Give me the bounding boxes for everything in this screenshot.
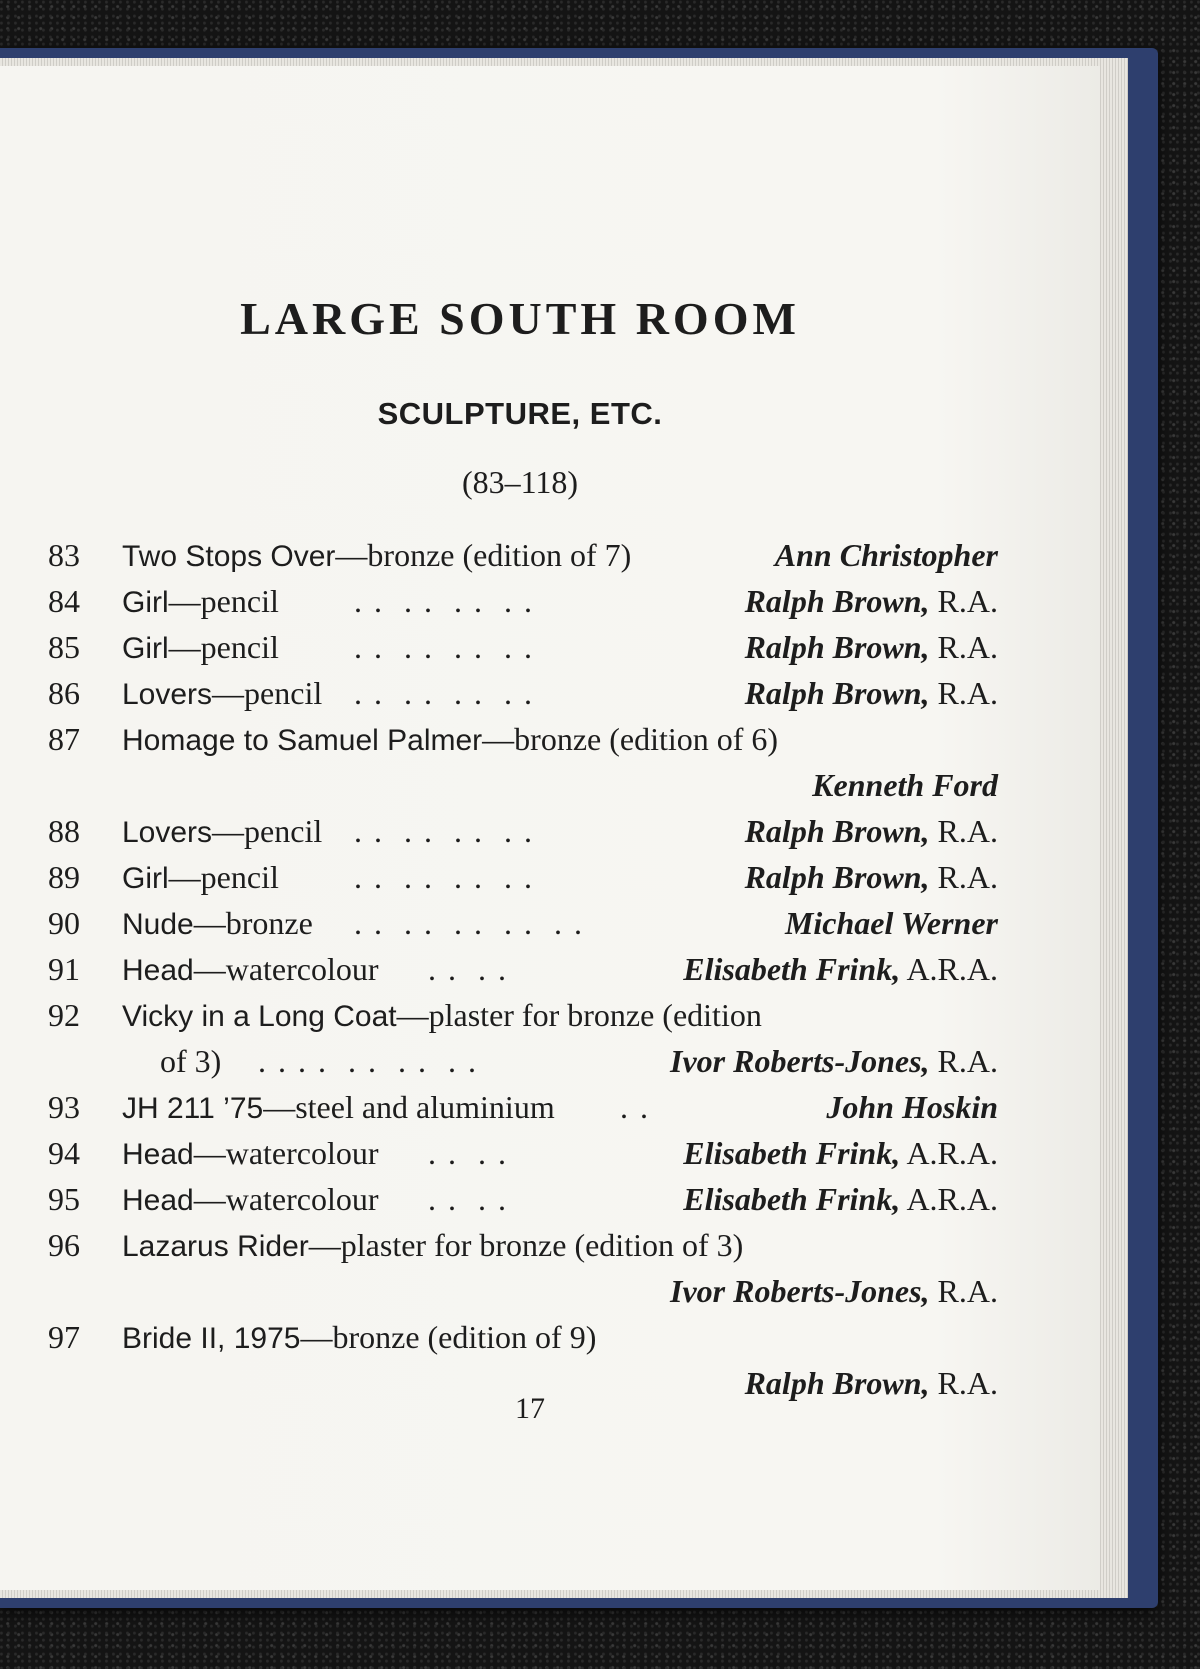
entry-artist: Ivor Roberts-Jones, <box>669 1043 930 1079</box>
entry-artist-suffix: R.A. <box>937 583 998 619</box>
entry-artist: Elisabeth Frink, <box>683 1135 901 1171</box>
entry-artist-suffix: A.R.A. <box>906 951 998 987</box>
entry-number: 86 <box>48 675 80 711</box>
entry-artist: Elisabeth Frink, <box>683 1181 901 1217</box>
entry-88 <box>48 808 998 854</box>
entry-artist: Ralph Brown, <box>744 859 930 895</box>
entry-86 <box>48 670 998 716</box>
entry-85 <box>48 624 998 670</box>
dot-leader: . . . . . . . . <box>354 859 534 895</box>
entry-number: 91 <box>48 951 80 987</box>
dot-leader: . . . . . . . . <box>354 583 534 619</box>
entry-artist: Michael Werner <box>784 905 998 941</box>
entry-number: 95 <box>48 1181 80 1217</box>
entry-medium: —watercolour <box>193 951 379 987</box>
entry-medium: —watercolour <box>193 1135 379 1171</box>
entry-artist: Elisabeth Frink, <box>683 951 901 987</box>
entry-title: Lazarus Rider <box>122 1230 309 1263</box>
entry-medium: —plaster for bronze (edition of 3) <box>308 1227 744 1263</box>
entry-artist: Ralph Brown, <box>744 675 930 711</box>
entry-medium: —watercolour <box>193 1181 379 1217</box>
entry-medium: —bronze (edition of 6) <box>482 721 779 757</box>
entry-84 <box>48 578 998 624</box>
entry-artist-suffix: R.A. <box>937 859 998 895</box>
entry-number: 92 <box>48 997 80 1033</box>
entry-artist: Ivor Roberts-Jones, <box>669 1273 930 1309</box>
entry-title: Girl <box>122 586 169 619</box>
entry-number: 97 <box>48 1319 80 1355</box>
entry-number: 85 <box>48 629 80 665</box>
entry-number: 96 <box>48 1227 80 1263</box>
dot-leader: . . . . . . . . <box>354 675 534 711</box>
entry-93 <box>48 1084 998 1130</box>
entry-medium: —pencil <box>212 675 323 711</box>
entry-artist: John Hoskin <box>826 1089 998 1125</box>
entry-number: 90 <box>48 905 80 941</box>
entry-title: JH 211 ’75 <box>122 1092 264 1125</box>
entry-medium-continued: of 3) <box>160 1043 222 1079</box>
dot-leader: . . . . . . . . <box>354 629 534 665</box>
entry-83 <box>48 532 998 578</box>
entry-artist: Ralph Brown, <box>744 1365 930 1401</box>
entry-number: 89 <box>48 859 80 895</box>
dot-leader: . . . . <box>428 1181 508 1217</box>
entry-number: 93 <box>48 1089 80 1125</box>
entry-91 <box>48 946 998 992</box>
entry-89 <box>48 854 998 900</box>
entry-artist-suffix: R.A. <box>937 629 998 665</box>
entry-list <box>48 532 998 1406</box>
entry-title: Girl <box>122 862 169 895</box>
entry-95 <box>48 1176 998 1222</box>
entry-number: 84 <box>48 583 80 619</box>
entry-title: Homage to Samuel Palmer <box>122 724 483 757</box>
entry-title: Vicky in a Long Coat <box>122 1000 397 1033</box>
entry-medium: —pencil <box>168 859 279 895</box>
entry-title: Nude <box>122 908 194 941</box>
entry-title: Girl <box>122 632 169 665</box>
entry-medium: —steel and aluminium <box>263 1089 555 1125</box>
entry-number: 94 <box>48 1135 80 1171</box>
dot-leader: . . . . <box>428 1135 508 1171</box>
entry-artist-suffix: R.A. <box>937 1043 998 1079</box>
entry-medium: —bronze (edition of 7) <box>335 537 632 573</box>
entry-title: Lovers <box>122 678 213 711</box>
entry-title: Bride II, 1975 <box>122 1322 301 1355</box>
dot-leader: . . . . <box>428 951 508 987</box>
entry-title: Two Stops Over <box>122 540 336 573</box>
entry-94 <box>48 1130 998 1176</box>
entry-artist-suffix: R.A. <box>937 675 998 711</box>
entry-artist-suffix: A.R.A. <box>906 1181 998 1217</box>
entry-artist: Ralph Brown, <box>744 813 930 849</box>
entry-artist: Ann Christopher <box>774 537 998 573</box>
entry-96 <box>48 1222 998 1314</box>
section-subtitle: SCULPTURE, ETC. <box>377 396 663 431</box>
entry-artist-suffix: R.A. <box>937 813 998 849</box>
entry-artist-suffix: R.A. <box>937 1273 998 1309</box>
entry-92 <box>48 992 998 1084</box>
entry-number: 87 <box>48 721 80 757</box>
entry-title: Head <box>122 1138 194 1171</box>
entry-artist-suffix: A.R.A. <box>906 1135 998 1171</box>
entry-number: 83 <box>48 537 80 573</box>
catalogue-page <box>0 66 1100 1590</box>
dot-leader: . . <box>620 1089 650 1125</box>
entry-90 <box>48 900 998 946</box>
dot-leader: . . . . . . . . . . <box>354 905 584 941</box>
entry-medium: —pencil <box>168 629 279 665</box>
entry-artist: Ralph Brown, <box>744 629 930 665</box>
dot-leader: . . . . . . . . . . <box>258 1043 478 1079</box>
entry-medium: —bronze (edition of 9) <box>300 1319 597 1355</box>
entry-number: 88 <box>48 813 80 849</box>
entry-medium: —pencil <box>212 813 323 849</box>
catalogue-range: (83–118) <box>461 464 579 500</box>
entry-87 <box>48 716 998 808</box>
entry-title: Head <box>122 954 194 987</box>
entry-artist: Kenneth Ford <box>812 767 998 803</box>
entry-medium: —bronze <box>193 905 313 941</box>
page-title: LARGE SOUTH ROOM <box>240 293 800 344</box>
entry-title: Head <box>122 1184 194 1217</box>
page-number: 17 <box>515 1392 545 1425</box>
entry-medium: —pencil <box>168 583 279 619</box>
entry-artist-suffix: R.A. <box>937 1365 998 1401</box>
entry-medium: —plaster for bronze (edition <box>396 997 762 1033</box>
entry-title: Lovers <box>122 816 213 849</box>
entry-artist: Ralph Brown, <box>744 583 930 619</box>
dot-leader: . . . . . . . . <box>354 813 534 849</box>
